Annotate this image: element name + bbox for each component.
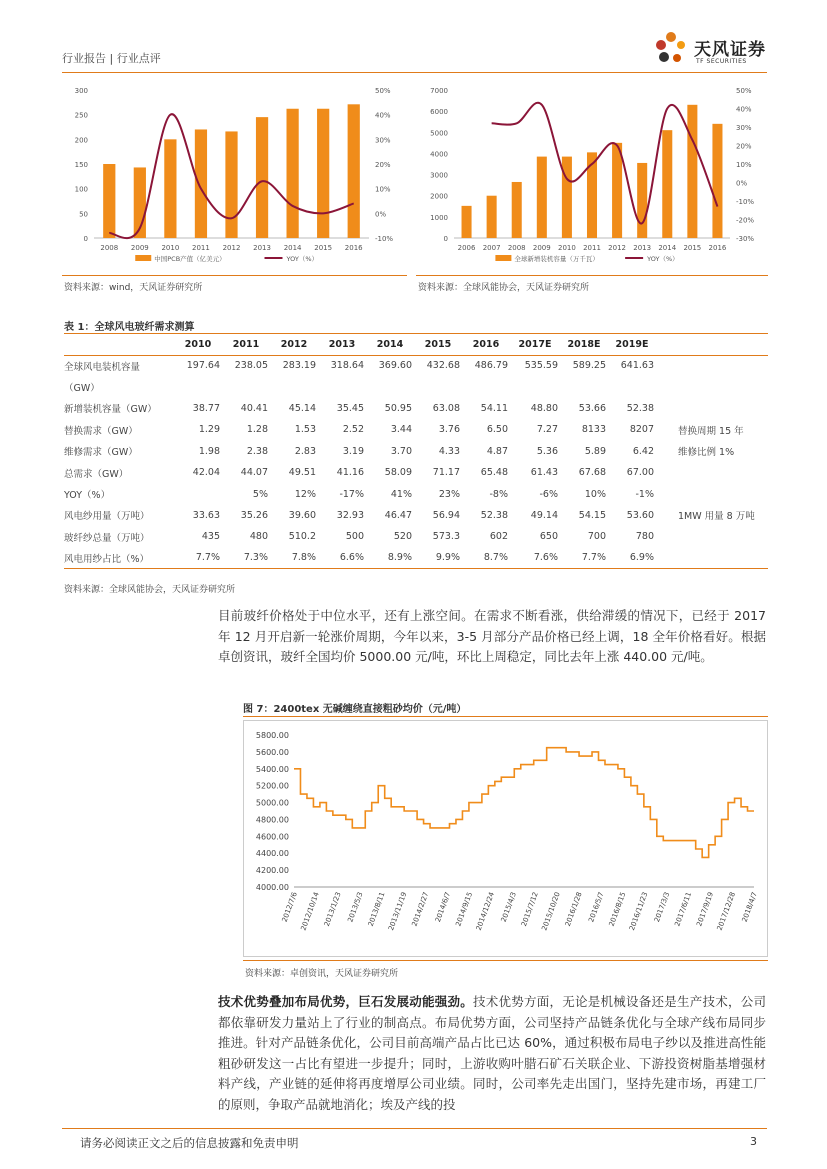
paragraph-advantage-body: 技术优势方面，无论是机械设备还是生产技术，公司都依靠研发力量站上了行业的制高点。布局优势方面，公司坚持产品链条优化与全球产线布局同步推进。针对产品链条优化，公司目前高端产品占比已达 60%，通过积极布局电子纱以及推进高性能粗砂研发这一占比有望进一步提升；同时，上游收购叶腊石矿石关联企业、下游投资树脂基增强材料产线，产业链的延伸将再度增厚公司业绩。同时，公司率先走出国门，坚持先建市场，再建工厂的原则，争取产品就地消化；埃及产线的投 bbox=[218, 994, 766, 1112]
table-row bbox=[64, 441, 768, 462]
table-source: 资料来源：全球风能协会，天风证券研究所 bbox=[64, 585, 236, 595]
table-cell: 41% bbox=[390, 488, 412, 500]
table-title: 表 1：全球风电玻纤需求测算 bbox=[64, 322, 195, 333]
bar bbox=[317, 109, 329, 238]
table-cell: 61.43 bbox=[530, 467, 558, 479]
x-tick-label: 2017/9/19 bbox=[695, 890, 716, 928]
legend-bar-swatch bbox=[135, 255, 151, 261]
x-tick-label: 2016 bbox=[708, 244, 727, 252]
table-cell bbox=[608, 376, 656, 397]
table-cell bbox=[656, 376, 768, 397]
bar bbox=[103, 164, 115, 238]
table-cell: 维修需求（GW） bbox=[64, 447, 138, 459]
table-cell: -17% bbox=[339, 488, 364, 500]
table-cell: -1% bbox=[635, 488, 654, 500]
x-tick-label: 2010 bbox=[161, 244, 180, 252]
table-cell: 52.38 bbox=[480, 509, 508, 521]
logo-icon bbox=[650, 28, 692, 70]
chart2-source: 资料来源：全球风能协会，天风证券研究所 bbox=[418, 283, 590, 293]
table-cell: 46.47 bbox=[384, 509, 412, 521]
table-cell bbox=[174, 376, 222, 397]
x-tick-label: 2010 bbox=[557, 244, 576, 252]
y2-tick-label: -30% bbox=[736, 235, 755, 243]
bar bbox=[662, 130, 672, 238]
bar bbox=[637, 163, 647, 238]
table-cell: 71.17 bbox=[432, 467, 460, 479]
header-divider bbox=[62, 72, 767, 73]
price-line bbox=[294, 748, 754, 858]
table-cell: 维修比例 1% bbox=[678, 447, 735, 459]
x-tick-label: 2016/8/15 bbox=[607, 890, 628, 928]
figure7-bottom-line bbox=[243, 960, 768, 961]
y2-tick-label: 40% bbox=[375, 111, 391, 120]
x-tick-label: 2013/5/3 bbox=[346, 890, 365, 924]
table-cell: 3.44 bbox=[390, 424, 412, 436]
table-cell: 8207 bbox=[629, 424, 654, 436]
table-header-cell bbox=[656, 334, 768, 355]
table-cell bbox=[656, 355, 768, 376]
y2-tick-label: 20% bbox=[375, 161, 391, 169]
table-cell bbox=[414, 376, 462, 397]
legend-line-label: YOY（%） bbox=[286, 255, 319, 263]
x-tick-label: 2013 bbox=[253, 244, 271, 252]
table-cell: 52.38 bbox=[626, 402, 654, 414]
table-cell: 54.11 bbox=[480, 402, 508, 414]
table-header-cell: 2018E bbox=[560, 334, 608, 355]
x-tick-label: 2012 bbox=[222, 244, 241, 252]
x-tick-label: 2017/6/11 bbox=[673, 890, 694, 928]
y2-tick-label: 20% bbox=[736, 142, 752, 151]
x-tick-label: 2012/10/14 bbox=[299, 890, 321, 932]
table-cell: 283.19 bbox=[282, 360, 316, 372]
table-cell: 56.94 bbox=[432, 509, 460, 521]
table-cell: 650 bbox=[539, 531, 558, 543]
table-header-row bbox=[64, 334, 768, 355]
table-cell: -8% bbox=[489, 488, 508, 500]
y2-tick-label: -20% bbox=[736, 216, 755, 225]
table-cell: 50.95 bbox=[384, 402, 412, 414]
table-cell: 替换周期 15 年 bbox=[678, 425, 744, 437]
table-cell bbox=[318, 376, 366, 397]
table-cell: 602 bbox=[489, 531, 508, 543]
y-tick-label: 1000 bbox=[430, 213, 448, 222]
table-row bbox=[64, 398, 768, 419]
table-cell: 9.9% bbox=[414, 548, 462, 569]
legend-line-label: YOY（%） bbox=[647, 255, 679, 263]
table-cell: 7.7% bbox=[174, 548, 222, 569]
x-tick-label: 2016 bbox=[344, 244, 363, 252]
bar bbox=[462, 206, 472, 238]
figure7-title: 图 7：2400tex 无碱缠绕直接粗砂均价（元/吨） bbox=[243, 704, 467, 715]
y-tick-label: 5200.00 bbox=[255, 781, 289, 791]
table-cell: 641.63 bbox=[620, 360, 654, 372]
table-cell: 33.63 bbox=[192, 509, 220, 521]
table-row bbox=[64, 355, 768, 376]
footer-disclaimer: 请务必阅读正文之后的信息披露和免责申明 bbox=[80, 1136, 299, 1150]
table-cell bbox=[462, 376, 510, 397]
bar bbox=[256, 117, 268, 238]
x-tick-label: 2015 bbox=[683, 244, 702, 252]
table-cell: 500 bbox=[345, 531, 364, 543]
x-tick-label: 2011 bbox=[583, 244, 601, 252]
table-cell bbox=[174, 483, 222, 504]
table-cell: 48.80 bbox=[530, 402, 558, 414]
x-tick-label: 2016/1/28 bbox=[563, 890, 584, 928]
table-cell bbox=[656, 398, 768, 419]
legend-bar-swatch bbox=[495, 255, 511, 261]
bar bbox=[712, 124, 722, 238]
wind-chart bbox=[416, 80, 768, 270]
table-cell: 2.38 bbox=[246, 445, 268, 457]
table-cell: 53.66 bbox=[578, 402, 606, 414]
x-tick-label: 2017/3/3 bbox=[652, 890, 672, 924]
table-cell: 238.05 bbox=[234, 360, 268, 372]
chart1-divider bbox=[62, 275, 407, 276]
table-cell bbox=[656, 548, 768, 569]
table-cell: 23% bbox=[438, 488, 460, 500]
paragraph-advantage bbox=[218, 992, 766, 1115]
table-cell: 新增装机容量（GW） bbox=[64, 404, 157, 416]
table-cell: 35.26 bbox=[240, 509, 268, 521]
y-tick-label: 4000 bbox=[430, 150, 448, 159]
table-cell: 38.77 bbox=[192, 402, 220, 414]
y2-tick-label: 40% bbox=[736, 105, 752, 114]
table-header-cell: 2013 bbox=[318, 334, 366, 355]
table-cell: 1.53 bbox=[294, 424, 316, 436]
paragraph-price: 目前玻纤价格处于中位水平，还有上涨空间。在需求不断看涨，供给滞缓的情况下，已经于 2017 年 12 月开启新一轮涨价周期，今年以来，3-5 月部分产品价格已经上调，18 全年价格看好。根据卓创资讯，玻纤全国均价 5000.00 元/吨，环比上周稳定，同比去年上涨 440.00 元/吨。 bbox=[218, 608, 766, 664]
pcb-chart bbox=[62, 80, 407, 270]
table-cell bbox=[656, 462, 768, 483]
table-cell: 7.8% bbox=[270, 548, 318, 569]
x-tick-label: 2015/10/20 bbox=[540, 890, 562, 932]
table-cell: 12% bbox=[294, 488, 316, 500]
table-cell: 700 bbox=[587, 531, 606, 543]
table-cell: 3.70 bbox=[390, 445, 412, 457]
table-cell: 67.68 bbox=[578, 467, 606, 479]
x-tick-label: 2015 bbox=[314, 244, 333, 252]
table-row bbox=[64, 483, 768, 504]
y-tick-label: 3000 bbox=[430, 171, 448, 180]
table-cell: YOY（%） bbox=[64, 490, 111, 502]
table-row bbox=[64, 526, 768, 547]
bar bbox=[537, 157, 547, 238]
x-tick-label: 2014/9/15 bbox=[454, 890, 475, 928]
bar bbox=[195, 129, 207, 238]
x-tick-label: 2008 bbox=[507, 244, 526, 252]
table-cell bbox=[270, 376, 318, 397]
bar bbox=[487, 196, 497, 238]
table-cell: 435 bbox=[201, 531, 220, 543]
figure7-source: 资料来源：卓创资讯，天风证券研究所 bbox=[245, 969, 399, 979]
table-cell: 41.16 bbox=[336, 467, 364, 479]
x-tick-label: 2016/11/23 bbox=[628, 890, 650, 932]
table-cell: 510.2 bbox=[288, 531, 316, 543]
y2-tick-label: 10% bbox=[736, 161, 752, 169]
y-tick-label: 0 bbox=[443, 235, 448, 243]
y2-tick-label: 50% bbox=[375, 87, 391, 95]
x-tick-label: 2018/4/7 bbox=[740, 890, 759, 924]
x-tick-label: 2009 bbox=[532, 244, 551, 252]
y-tick-label: 5000.00 bbox=[255, 798, 289, 808]
x-tick-label: 2013/8/11 bbox=[366, 890, 387, 928]
x-tick-label: 2014 bbox=[658, 244, 677, 252]
table-cell: 535.59 bbox=[524, 360, 558, 372]
table-cell: 35.45 bbox=[336, 402, 364, 414]
x-tick-label: 2008 bbox=[100, 244, 119, 252]
y-tick-label: 150 bbox=[74, 161, 88, 169]
table-cell: 58.09 bbox=[384, 467, 412, 479]
y2-tick-label: -10% bbox=[375, 235, 394, 243]
x-tick-label: 2012 bbox=[608, 244, 627, 252]
x-tick-label: 2014/6/7 bbox=[433, 890, 453, 924]
y-tick-label: 2000 bbox=[430, 192, 448, 201]
table-cell bbox=[510, 376, 560, 397]
figure7-top-line bbox=[243, 716, 768, 717]
table-cell: 53.60 bbox=[626, 509, 654, 521]
y2-tick-label: 0% bbox=[375, 210, 387, 219]
table-cell: 1.28 bbox=[246, 424, 268, 436]
x-tick-label: 2013/11/19 bbox=[387, 890, 409, 932]
y-tick-label: 4400.00 bbox=[255, 849, 289, 859]
table-cell: 318.64 bbox=[330, 360, 364, 372]
y-tick-label: 5600.00 bbox=[255, 747, 289, 757]
bar bbox=[612, 143, 622, 238]
y-tick-label: 0 bbox=[83, 235, 88, 243]
table-header-cell: 2017E bbox=[510, 334, 560, 355]
table-cell: 总需求（GW） bbox=[64, 468, 129, 480]
yoy-line bbox=[492, 103, 718, 224]
table-row bbox=[64, 548, 768, 569]
table-header-cell: 2016 bbox=[462, 334, 510, 355]
y-tick-label: 5000 bbox=[430, 129, 448, 138]
x-tick-label: 2006 bbox=[457, 244, 476, 252]
table-header-cell: 2012 bbox=[270, 334, 318, 355]
table-cell: （GW） bbox=[64, 383, 100, 395]
table-cell: 1.98 bbox=[198, 445, 220, 457]
bar bbox=[287, 109, 299, 238]
y2-tick-label: 50% bbox=[736, 87, 752, 95]
y-tick-label: 300 bbox=[74, 87, 88, 95]
table-header-cell: 2019E bbox=[608, 334, 656, 355]
x-tick-label: 2011 bbox=[192, 244, 210, 252]
table-cell: 6.6% bbox=[318, 548, 366, 569]
legend-bar-label: 全球新增装机容量（万千瓦） bbox=[514, 255, 599, 263]
table-cell: 2.52 bbox=[342, 424, 364, 436]
table-header-cell: 2010 bbox=[174, 334, 222, 355]
table-cell: 32.93 bbox=[336, 509, 364, 521]
y-tick-label: 4200.00 bbox=[255, 866, 289, 876]
logo-name: 天风证券 bbox=[694, 40, 766, 60]
y-tick-label: 4000.00 bbox=[255, 883, 289, 892]
table-cell: 全球风电装机容量 bbox=[64, 361, 141, 373]
logo-subtitle: TF SECURITIES bbox=[696, 58, 747, 65]
table-cell: 1MW 用量 8 万吨 bbox=[678, 511, 755, 523]
table-cell: 5.36 bbox=[536, 445, 558, 457]
table-cell: -6% bbox=[539, 488, 558, 500]
y2-tick-label: 10% bbox=[375, 185, 391, 194]
table-cell: 49.51 bbox=[288, 467, 316, 479]
chart1-source: 资料来源：wind，天风证券研究所 bbox=[64, 283, 203, 293]
table-cell: 玻纤纱总量（万吨） bbox=[64, 532, 150, 544]
y2-tick-label: 30% bbox=[736, 124, 752, 132]
glassfiber-price-chart bbox=[244, 721, 767, 956]
table-cell: 10% bbox=[584, 488, 606, 500]
x-tick-label: 2013/1/23 bbox=[322, 890, 343, 928]
bar bbox=[348, 104, 360, 238]
wind-glassfiber-table bbox=[64, 334, 768, 569]
y-tick-label: 200 bbox=[74, 136, 88, 145]
table-cell: 4.87 bbox=[486, 445, 508, 457]
table-cell: 480 bbox=[249, 531, 268, 543]
table-cell: 40.41 bbox=[240, 402, 268, 414]
y2-tick-label: 30% bbox=[375, 136, 391, 145]
table-cell: 风电用纱占比（%） bbox=[64, 548, 174, 569]
table-cell bbox=[222, 376, 270, 397]
table-cell: 7.3% bbox=[222, 548, 270, 569]
y2-tick-label: -10% bbox=[736, 198, 755, 206]
x-tick-label: 2012/7/6 bbox=[280, 890, 299, 924]
paragraph-advantage-lead: 技术优势叠加布局优势，巨石发展动能强劲。 bbox=[218, 994, 473, 1009]
y-tick-label: 6000 bbox=[430, 108, 448, 117]
table-cell: 432.68 bbox=[426, 360, 460, 372]
table-header-cell: 2014 bbox=[366, 334, 414, 355]
table-header-cell: 2011 bbox=[222, 334, 270, 355]
table-header-cell bbox=[64, 334, 174, 355]
table-header-cell: 2015 bbox=[414, 334, 462, 355]
x-tick-label: 2017/12/28 bbox=[715, 890, 737, 932]
table-cell: 6.50 bbox=[486, 424, 508, 436]
table-cell: 486.79 bbox=[474, 360, 508, 372]
table-cell: 589.25 bbox=[572, 360, 606, 372]
table-cell: 65.48 bbox=[480, 467, 508, 479]
y-tick-label: 4800.00 bbox=[255, 815, 289, 825]
table-cell: 8.7% bbox=[462, 548, 510, 569]
table-cell: 4.33 bbox=[438, 445, 460, 457]
y2-tick-label: 0% bbox=[736, 179, 748, 188]
table-cell: 5.89 bbox=[584, 445, 606, 457]
bar bbox=[687, 105, 697, 238]
table-cell: 67.00 bbox=[626, 467, 654, 479]
y-tick-label: 100 bbox=[74, 185, 88, 194]
x-tick-label: 2014/12/24 bbox=[474, 890, 497, 932]
x-tick-label: 2013 bbox=[633, 244, 652, 252]
table-cell: 3.19 bbox=[342, 445, 364, 457]
y-tick-label: 7000 bbox=[430, 87, 448, 95]
bar bbox=[562, 157, 572, 238]
table-row bbox=[64, 376, 768, 397]
table-cell: 3.76 bbox=[438, 424, 460, 436]
y-tick-label: 4600.00 bbox=[255, 832, 289, 842]
table-cell: 替换需求（GW） bbox=[64, 425, 138, 437]
table-row bbox=[64, 419, 768, 440]
table-cell: 8133 bbox=[581, 424, 606, 436]
table-cell: 风电纱用量（万吨） bbox=[64, 511, 150, 523]
x-tick-label: 2007 bbox=[482, 244, 501, 252]
table-cell bbox=[656, 483, 768, 504]
table-row bbox=[64, 505, 768, 526]
table-cell: 5% bbox=[252, 488, 268, 500]
bar bbox=[225, 131, 237, 238]
table-cell: 8.9% bbox=[366, 548, 414, 569]
table-cell: 197.64 bbox=[186, 360, 220, 372]
figure7-frame bbox=[243, 720, 768, 957]
table-cell: 7.27 bbox=[536, 424, 558, 436]
table-cell: 54.15 bbox=[578, 509, 606, 521]
table-cell: 45.14 bbox=[288, 402, 316, 414]
x-tick-label: 2016/5/7 bbox=[587, 890, 606, 924]
table-cell: 63.08 bbox=[432, 402, 460, 414]
table-cell: 6.42 bbox=[632, 445, 654, 457]
table-cell bbox=[656, 526, 768, 547]
table-cell: 7.7% bbox=[560, 548, 608, 569]
table-cell: 49.14 bbox=[530, 509, 558, 521]
table-cell bbox=[560, 376, 608, 397]
table-cell: 573.3 bbox=[432, 531, 460, 543]
chart2-divider bbox=[416, 275, 768, 276]
table-cell: 1.29 bbox=[198, 424, 220, 436]
x-tick-label: 2015/7/12 bbox=[520, 890, 540, 928]
x-tick-label: 2014/2/27 bbox=[410, 890, 431, 928]
table-cell: 2.83 bbox=[294, 445, 316, 457]
table-cell: 42.04 bbox=[192, 467, 220, 479]
table-cell: 7.6% bbox=[510, 548, 560, 569]
y-tick-label: 50 bbox=[79, 210, 88, 219]
table-cell: 520 bbox=[393, 531, 412, 543]
y-tick-label: 5400.00 bbox=[255, 764, 289, 774]
table-cell: 44.07 bbox=[240, 467, 268, 479]
report-category: 行业报告 | 行业点评 bbox=[62, 52, 161, 65]
table-cell: 6.9% bbox=[608, 548, 656, 569]
x-tick-label: 2009 bbox=[130, 244, 149, 252]
footer-divider bbox=[62, 1128, 767, 1129]
table-row bbox=[64, 462, 768, 483]
x-tick-label: 2015/4/3 bbox=[499, 890, 518, 924]
x-tick-label: 2014 bbox=[283, 244, 302, 252]
bar bbox=[164, 139, 176, 238]
table-cell: 780 bbox=[635, 531, 654, 543]
table-cell bbox=[366, 376, 414, 397]
table-cell: 369.60 bbox=[378, 360, 412, 372]
page-number: 3 bbox=[750, 1135, 757, 1148]
bar bbox=[512, 182, 522, 238]
legend-bar-label: 中国PCB产值（亿美元） bbox=[154, 255, 226, 263]
table-cell: 39.60 bbox=[288, 509, 316, 521]
y-tick-label: 250 bbox=[74, 111, 88, 120]
y-tick-label: 5800.00 bbox=[255, 731, 289, 740]
